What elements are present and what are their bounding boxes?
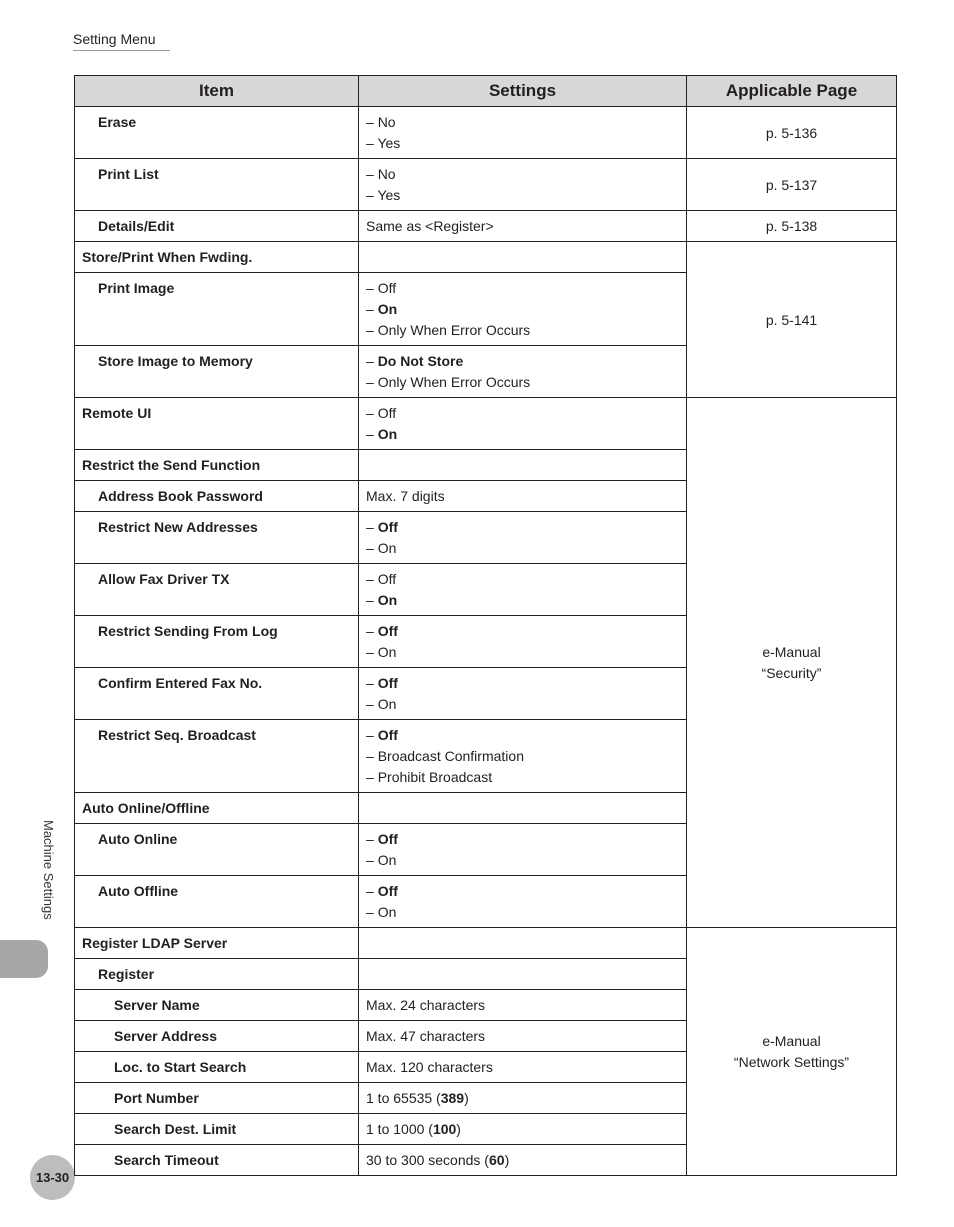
setting-option: – On bbox=[366, 642, 679, 663]
setting-option: – No bbox=[366, 112, 679, 133]
setting-option: – On bbox=[366, 902, 679, 923]
settings-cell bbox=[359, 928, 687, 959]
table-header-row bbox=[75, 76, 897, 107]
setting-option-default: – On bbox=[366, 424, 679, 445]
settings-cell: Max. 120 characters bbox=[359, 1052, 687, 1083]
setting-option-default: – Do Not Store bbox=[366, 351, 679, 372]
item-cell: Auto Online bbox=[75, 824, 359, 876]
setting-option: – Prohibit Broadcast bbox=[366, 767, 679, 788]
item-cell: Search Dest. Limit bbox=[75, 1114, 359, 1145]
item-cell: Remote UI bbox=[75, 398, 359, 450]
page-ref-cell: p. 5-141 bbox=[687, 242, 897, 398]
page-ref-cell: p. 5-137 bbox=[687, 159, 897, 211]
setting-option: – Off bbox=[366, 569, 679, 590]
setting-option: – On bbox=[366, 538, 679, 559]
item-cell: Allow Fax Driver TX bbox=[75, 564, 359, 616]
setting-option: – Yes bbox=[366, 133, 679, 154]
settings-cell bbox=[359, 668, 687, 720]
settings-cell bbox=[359, 1114, 687, 1145]
item-cell: Restrict the Send Function bbox=[75, 450, 359, 481]
settings-cell: Max. 24 characters bbox=[359, 990, 687, 1021]
range-text: ) bbox=[504, 1152, 510, 1168]
setting-option-default: – Off bbox=[366, 621, 679, 642]
column-header-applicable-page: Applicable Page bbox=[687, 76, 897, 107]
settings-cell bbox=[359, 450, 687, 481]
setting-option-default: – Off bbox=[366, 881, 679, 902]
range-text: 30 to 300 seconds ( bbox=[366, 1152, 489, 1168]
page-ref-cell bbox=[687, 398, 897, 928]
table-row bbox=[75, 107, 897, 159]
settings-cell: Max. 7 digits bbox=[359, 481, 687, 512]
table-row bbox=[75, 242, 897, 273]
item-cell: Restrict Seq. Broadcast bbox=[75, 720, 359, 793]
item-cell: Erase bbox=[75, 107, 359, 159]
settings-cell bbox=[359, 273, 687, 346]
table-row bbox=[75, 159, 897, 211]
settings-cell bbox=[359, 346, 687, 398]
setting-option: – On bbox=[366, 850, 679, 871]
range-text: ) bbox=[456, 1121, 461, 1137]
item-cell: Details/Edit bbox=[75, 211, 359, 242]
range-text: ) bbox=[464, 1090, 469, 1106]
setting-option: – Off bbox=[366, 278, 679, 299]
item-cell: Print List bbox=[75, 159, 359, 211]
item-cell: Store/Print When Fwding. bbox=[75, 242, 359, 273]
page-ref-cell: p. 5-136 bbox=[687, 107, 897, 159]
item-cell: Restrict Sending From Log bbox=[75, 616, 359, 668]
page-ref-cell bbox=[687, 928, 897, 1176]
settings-cell bbox=[359, 159, 687, 211]
setting-option: – Broadcast Confirmation bbox=[366, 746, 679, 767]
default-value: 389 bbox=[440, 1090, 465, 1106]
item-cell: Confirm Entered Fax No. bbox=[75, 668, 359, 720]
settings-cell: Same as <Register> bbox=[359, 211, 687, 242]
setting-option-default: – Off bbox=[366, 517, 679, 538]
setting-option: – No bbox=[366, 164, 679, 185]
settings-cell bbox=[359, 107, 687, 159]
item-cell: Store Image to Memory bbox=[75, 346, 359, 398]
column-header-settings: Settings bbox=[359, 76, 687, 107]
settings-cell: Max. 47 characters bbox=[359, 1021, 687, 1052]
item-cell: Server Address bbox=[75, 1021, 359, 1052]
settings-cell bbox=[359, 242, 687, 273]
table-row bbox=[75, 211, 897, 242]
range-text: 1 to 1000 ( bbox=[366, 1121, 433, 1137]
page-ref-cell: p. 5-138 bbox=[687, 211, 897, 242]
page-ref-line: e-Manual bbox=[762, 1033, 821, 1049]
setting-option-default: – Off bbox=[366, 673, 679, 694]
item-cell: Register LDAP Server bbox=[75, 928, 359, 959]
settings-cell bbox=[359, 1083, 687, 1114]
setting-option-default: – On bbox=[366, 299, 679, 320]
setting-option-default: – Off bbox=[366, 829, 679, 850]
settings-cell bbox=[359, 564, 687, 616]
setting-option: – Only When Error Occurs bbox=[366, 320, 679, 341]
page-ref-line: “Security” bbox=[761, 665, 822, 681]
settings-cell bbox=[359, 876, 687, 928]
settings-cell bbox=[359, 824, 687, 876]
settings-cell bbox=[359, 959, 687, 990]
setting-option-default: – On bbox=[366, 590, 679, 611]
settings-cell bbox=[359, 1145, 687, 1176]
settings-table bbox=[74, 75, 897, 1176]
side-tab bbox=[0, 940, 48, 978]
setting-option: – On bbox=[366, 694, 679, 715]
item-cell: Auto Offline bbox=[75, 876, 359, 928]
settings-cell bbox=[359, 616, 687, 668]
item-cell: Address Book Password bbox=[75, 481, 359, 512]
settings-cell bbox=[359, 512, 687, 564]
setting-option: – Only When Error Occurs bbox=[366, 372, 679, 393]
page-ref-line: e-Manual bbox=[762, 644, 821, 660]
default-value: 60 bbox=[488, 1152, 505, 1168]
settings-cell bbox=[359, 720, 687, 793]
side-tab-label: Machine Settings bbox=[41, 820, 56, 920]
setting-option-default: – Off bbox=[366, 725, 679, 746]
page-number: 13-30 bbox=[30, 1155, 75, 1200]
item-cell: Port Number bbox=[75, 1083, 359, 1114]
default-value: 100 bbox=[432, 1121, 457, 1137]
item-cell: Loc. to Start Search bbox=[75, 1052, 359, 1083]
column-header-item: Item bbox=[75, 76, 359, 107]
section-header: Setting Menu bbox=[73, 31, 170, 51]
range-text: 1 to 65535 ( bbox=[366, 1090, 441, 1106]
item-cell: Search Timeout bbox=[75, 1145, 359, 1176]
settings-cell bbox=[359, 793, 687, 824]
settings-cell bbox=[359, 398, 687, 450]
setting-option: – Off bbox=[366, 403, 679, 424]
item-cell: Restrict New Addresses bbox=[75, 512, 359, 564]
page-ref-line: “Network Settings” bbox=[733, 1054, 850, 1070]
item-cell: Server Name bbox=[75, 990, 359, 1021]
table-row bbox=[75, 398, 897, 450]
setting-option: – Yes bbox=[366, 185, 679, 206]
item-cell: Register bbox=[75, 959, 359, 990]
table-row bbox=[75, 928, 897, 959]
item-cell: Auto Online/Offline bbox=[75, 793, 359, 824]
item-cell: Print Image bbox=[75, 273, 359, 346]
